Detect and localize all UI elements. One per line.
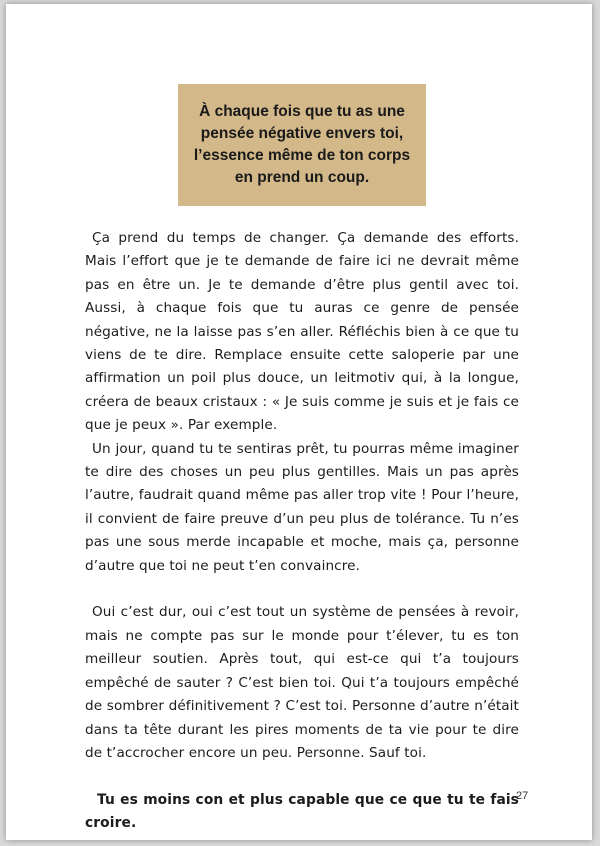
paragraph-3: Oui c’est dur, oui c’est tout un système de pensées à revoir, mais ne compte pas sur le monde pour t’élever, tu es ton meilleur soutien. Après tout, qui est-ce qui t’a toujours empêché de sauter ? C’est bien toi. Qui t’a toujours empêché de sombrer définitivement ? C’est toi. Personne d’autre n’était dans ta tête durant les pires moments de ta vie pour te dire de t’accrocher encore un peu. Personne. Sauf toi. [85, 604, 519, 761]
document-page [6, 4, 592, 840]
body-text [85, 227, 519, 836]
quote-callout-text: À chaque fois que tu as une pensée négative envers toi, l’essence même de ton corps en prend un coup. [193, 103, 411, 186]
paragraph-1: Ça prend du temps de changer. Ça demande des efforts. Mais l’effort que je te demande de faire ici ne devrait même pas en être un. Je te demande d’être plus gentil avec toi. Aussi, à chaque fois que tu auras ce genre de pensée négative, ne la laisse pas s’en aller. Réfléchis bien à ce que tu viens de te dire. Remplace ensuite cette saloperie par une affirmation un poil plus douce, un leitmotiv qui, à la longue, créera de beaux cristaux : « Je suis comme je suis et je fais ce que je peux ». Par exemple. [85, 230, 519, 434]
paragraph-2: Un jour, quand tu te sentiras prêt, tu pourras même imaginer te dire des choses un peu plus gentilles. Mais un pas après l’autre, faudrait quand même pas aller trop vite ! Pour l’heure, il convient de faire preuve d’un peu plus de tolérance. Tu n’es pas une sous merde incapable et moche, mais ça, personne d’autre que toi ne peut t’en convaincre. [85, 440, 519, 574]
page-number: 27 [516, 790, 529, 802]
quote-callout-box [178, 84, 426, 206]
conclusion-statement: Tu es moins con et plus capable que ce que tu te fais croire. [85, 791, 519, 832]
